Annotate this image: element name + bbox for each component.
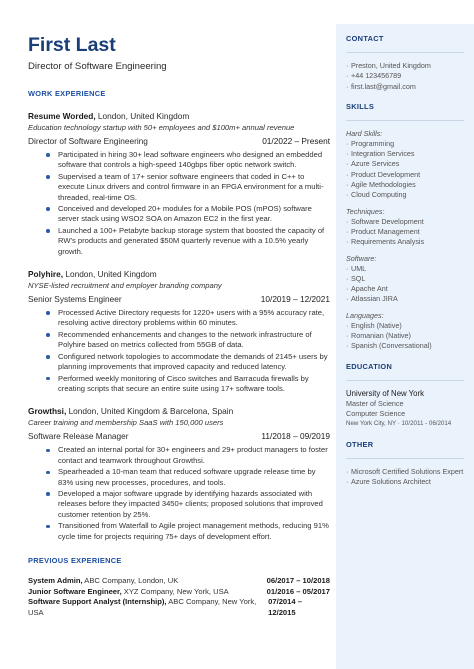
skill-item: · Spanish (Conversational) [346,341,464,351]
job-entry [28,406,330,542]
contact-heading: CONTACT [346,34,384,43]
education-school: University of New York [346,388,424,398]
previous-job-dates: 01/2016 – 05/2017 [266,586,330,596]
other-heading: OTHER [346,440,374,450]
previous-job [28,597,268,618]
job-bullet: Spearheaded a 10-man team that reduced software upgrade release time by 83% using new processes, procedures, and tools. [28,467,330,488]
skill-item: · Agile Methodologies [346,180,464,190]
contact-list [346,61,464,92]
company-location: London, United Kingdom [63,269,157,280]
company-location: London, United Kingdom [95,111,190,121]
job-title-row [28,294,330,305]
contact-location: · Preston, United Kingdom [346,61,464,71]
skill-item: · Programming [346,139,464,149]
other-list [346,467,464,488]
skills-list [346,264,464,305]
job-bullet: Recommended enhancements and changes to the network infrastructure of Polyhire based on metrics collected from 55GB of data. [28,330,330,351]
company-location: London, United Kingdom & Barcelona, Spain [66,406,234,417]
skills-list [346,217,464,248]
job-bullets [28,445,330,542]
job-entry [28,269,330,394]
company-tagline: NYSE-listed recruitment and employer branding company [28,281,222,291]
job-company [28,111,330,122]
education-degree: Master of Science [346,399,404,409]
skill-item: · Product Development [346,170,464,180]
company-name: Growthsi, [28,406,67,417]
education-heading: EDUCATION [346,361,393,371]
skills-list [346,139,464,201]
other-item: · Azure Solutions Architect [346,477,464,487]
job-company [28,269,330,280]
education-field: Computer Science [346,409,406,419]
job-bullet: Participated in hiring 30+ lead software engineers who designed an embedded software that controls a high-speed 140gbps fiber optic network switch. [28,150,330,171]
other-item: · Microsoft Certified Solutions Expert [346,467,464,477]
candidate-role: Director of Software Engineering [28,61,167,72]
skills-group-label: Techniques: [346,206,385,216]
previous-job-row [28,587,330,598]
previous-job-title: Junior Software Engineer, [28,586,122,596]
job-title-row [28,431,330,442]
job-dates: 11/2018 – 09/2019 [261,431,330,442]
job-bullet: Launched a 100+ Petabyte backup storage system that boosted the capacity of RW's products and generated $50M quarterly revenue with a 10.5% yearly growth. [28,226,330,257]
skills-heading: SKILLS [346,101,375,111]
skill-item: · SQL [346,274,464,284]
job-bullet: Supervised a team of 17+ senior software engineers that coded in C++ to execute Linux drivers and control firmware in an FPGA environment for a multi-threaded, real-time OS. [28,172,330,203]
previous-experience-heading: PREVIOUS EXPERIENCE [28,555,122,565]
education-location-dates: New York City, NY · 10/2011 - 06/2014 [346,420,452,428]
candidate-name: First Last [28,34,116,56]
skill-item: · English (Native) [346,321,464,331]
company-name: Polyhire, [28,269,64,280]
skill-item: · Integration Services [346,149,464,159]
previous-job-title: Software Support Analyst (Internship), [28,597,167,607]
job-entry [28,111,330,257]
divider [346,380,464,381]
skills-list [346,321,464,352]
previous-job-dates: 07/2014 – 12/2015 [268,597,302,617]
company-tagline: Career training and membership SaaS with 150,000 users [28,418,224,428]
previous-job-dates: 06/2017 – 10/2018 [266,575,330,585]
previous-job-row [28,597,330,618]
job-company [28,406,330,417]
job-bullet: Developed a major software upgrade by identifying hazards associated with releases before they impacted 3450+ clients; proposed solutions that improved customer retention by 25%. [28,489,330,520]
previous-job [28,576,178,587]
skill-item: · Apache Ant [346,284,464,294]
job-bullet: Transitioned from Waterfall to Agile project management methods, reducing 91% cycle time for projects requiring 75+ days of development effort. [28,521,330,542]
sidebar [336,24,474,669]
contact-phone: · +44 123456789 [346,71,464,81]
previous-job [28,587,229,598]
job-bullet: Configured network topologies to accommodate the demands of 2145+ users by planning improvements that improved capacity and reduced latency. [28,352,330,373]
job-bullet: Performed weekly monitoring of Cisco switches and Barracuda firewalls by creating scripts that secure an entire suite using 17+ software tools. [28,374,330,395]
job-bullet: Processed Active Directory requests for 1220+ users with a 95% accuracy rate, resolving active directory problems within 60 minutes. [28,308,330,329]
skills-group-label: Software: [346,253,377,263]
job-dates: 10/2019 – 12/2021 [260,294,330,305]
main-column [28,34,330,618]
previous-job-place: XYZ Company, New York, USA [121,586,229,596]
divider [346,52,464,53]
skill-item: · Atlassian JIRA [346,294,464,304]
job-title: Software Release Manager [28,431,129,442]
job-bullets [28,308,330,394]
previous-job-place: ABC Company, New York, USA [28,597,257,617]
work-experience-heading: WORK EXPERIENCE [28,89,106,98]
job-title-row [28,136,330,147]
skill-item: · Romanian (Native) [346,331,464,341]
divider [346,120,464,121]
previous-experience-list [28,576,330,618]
sidebar-content [336,24,474,488]
contact-email[interactable]: · first.last@gmail.com [346,82,464,92]
skill-item: · Azure Services [346,159,464,169]
skill-item: · Requirements Analysis [346,237,464,247]
job-bullets [28,150,330,257]
job-title: Senior Systems Engineer [28,294,122,305]
previous-job-place: ABC Company, London, UK [82,575,179,585]
skill-item: · Software Development [346,217,464,227]
job-title: Director of Software Engineering [28,136,148,146]
skill-item: · UML [346,264,464,274]
previous-job-row [28,576,330,587]
skills-group-label: Languages: [346,310,384,320]
previous-job-title: System Admin, [28,575,83,585]
job-bullet: Created an internal portal for 30+ engineers and 29+ product managers to foster contact and teamwork throughout Growthsi. [28,445,330,466]
job-dates: 01/2022 – Present [262,136,330,146]
divider [346,458,464,459]
company-name: Resume Worded, [28,111,96,121]
skill-item: · Product Management [346,227,464,237]
skill-item: · Cloud Computing [346,190,464,200]
company-tagline: Education technology startup with 50+ employees and $100m+ annual revenue [28,123,295,132]
skills-group-label: Hard Skills: [346,128,383,138]
job-bullet: Conceived and developed 20+ modules for a Mobile POS (mPOS) software server stack using WSO2 SOA on Amazon EC2 in the first year. [28,204,330,225]
